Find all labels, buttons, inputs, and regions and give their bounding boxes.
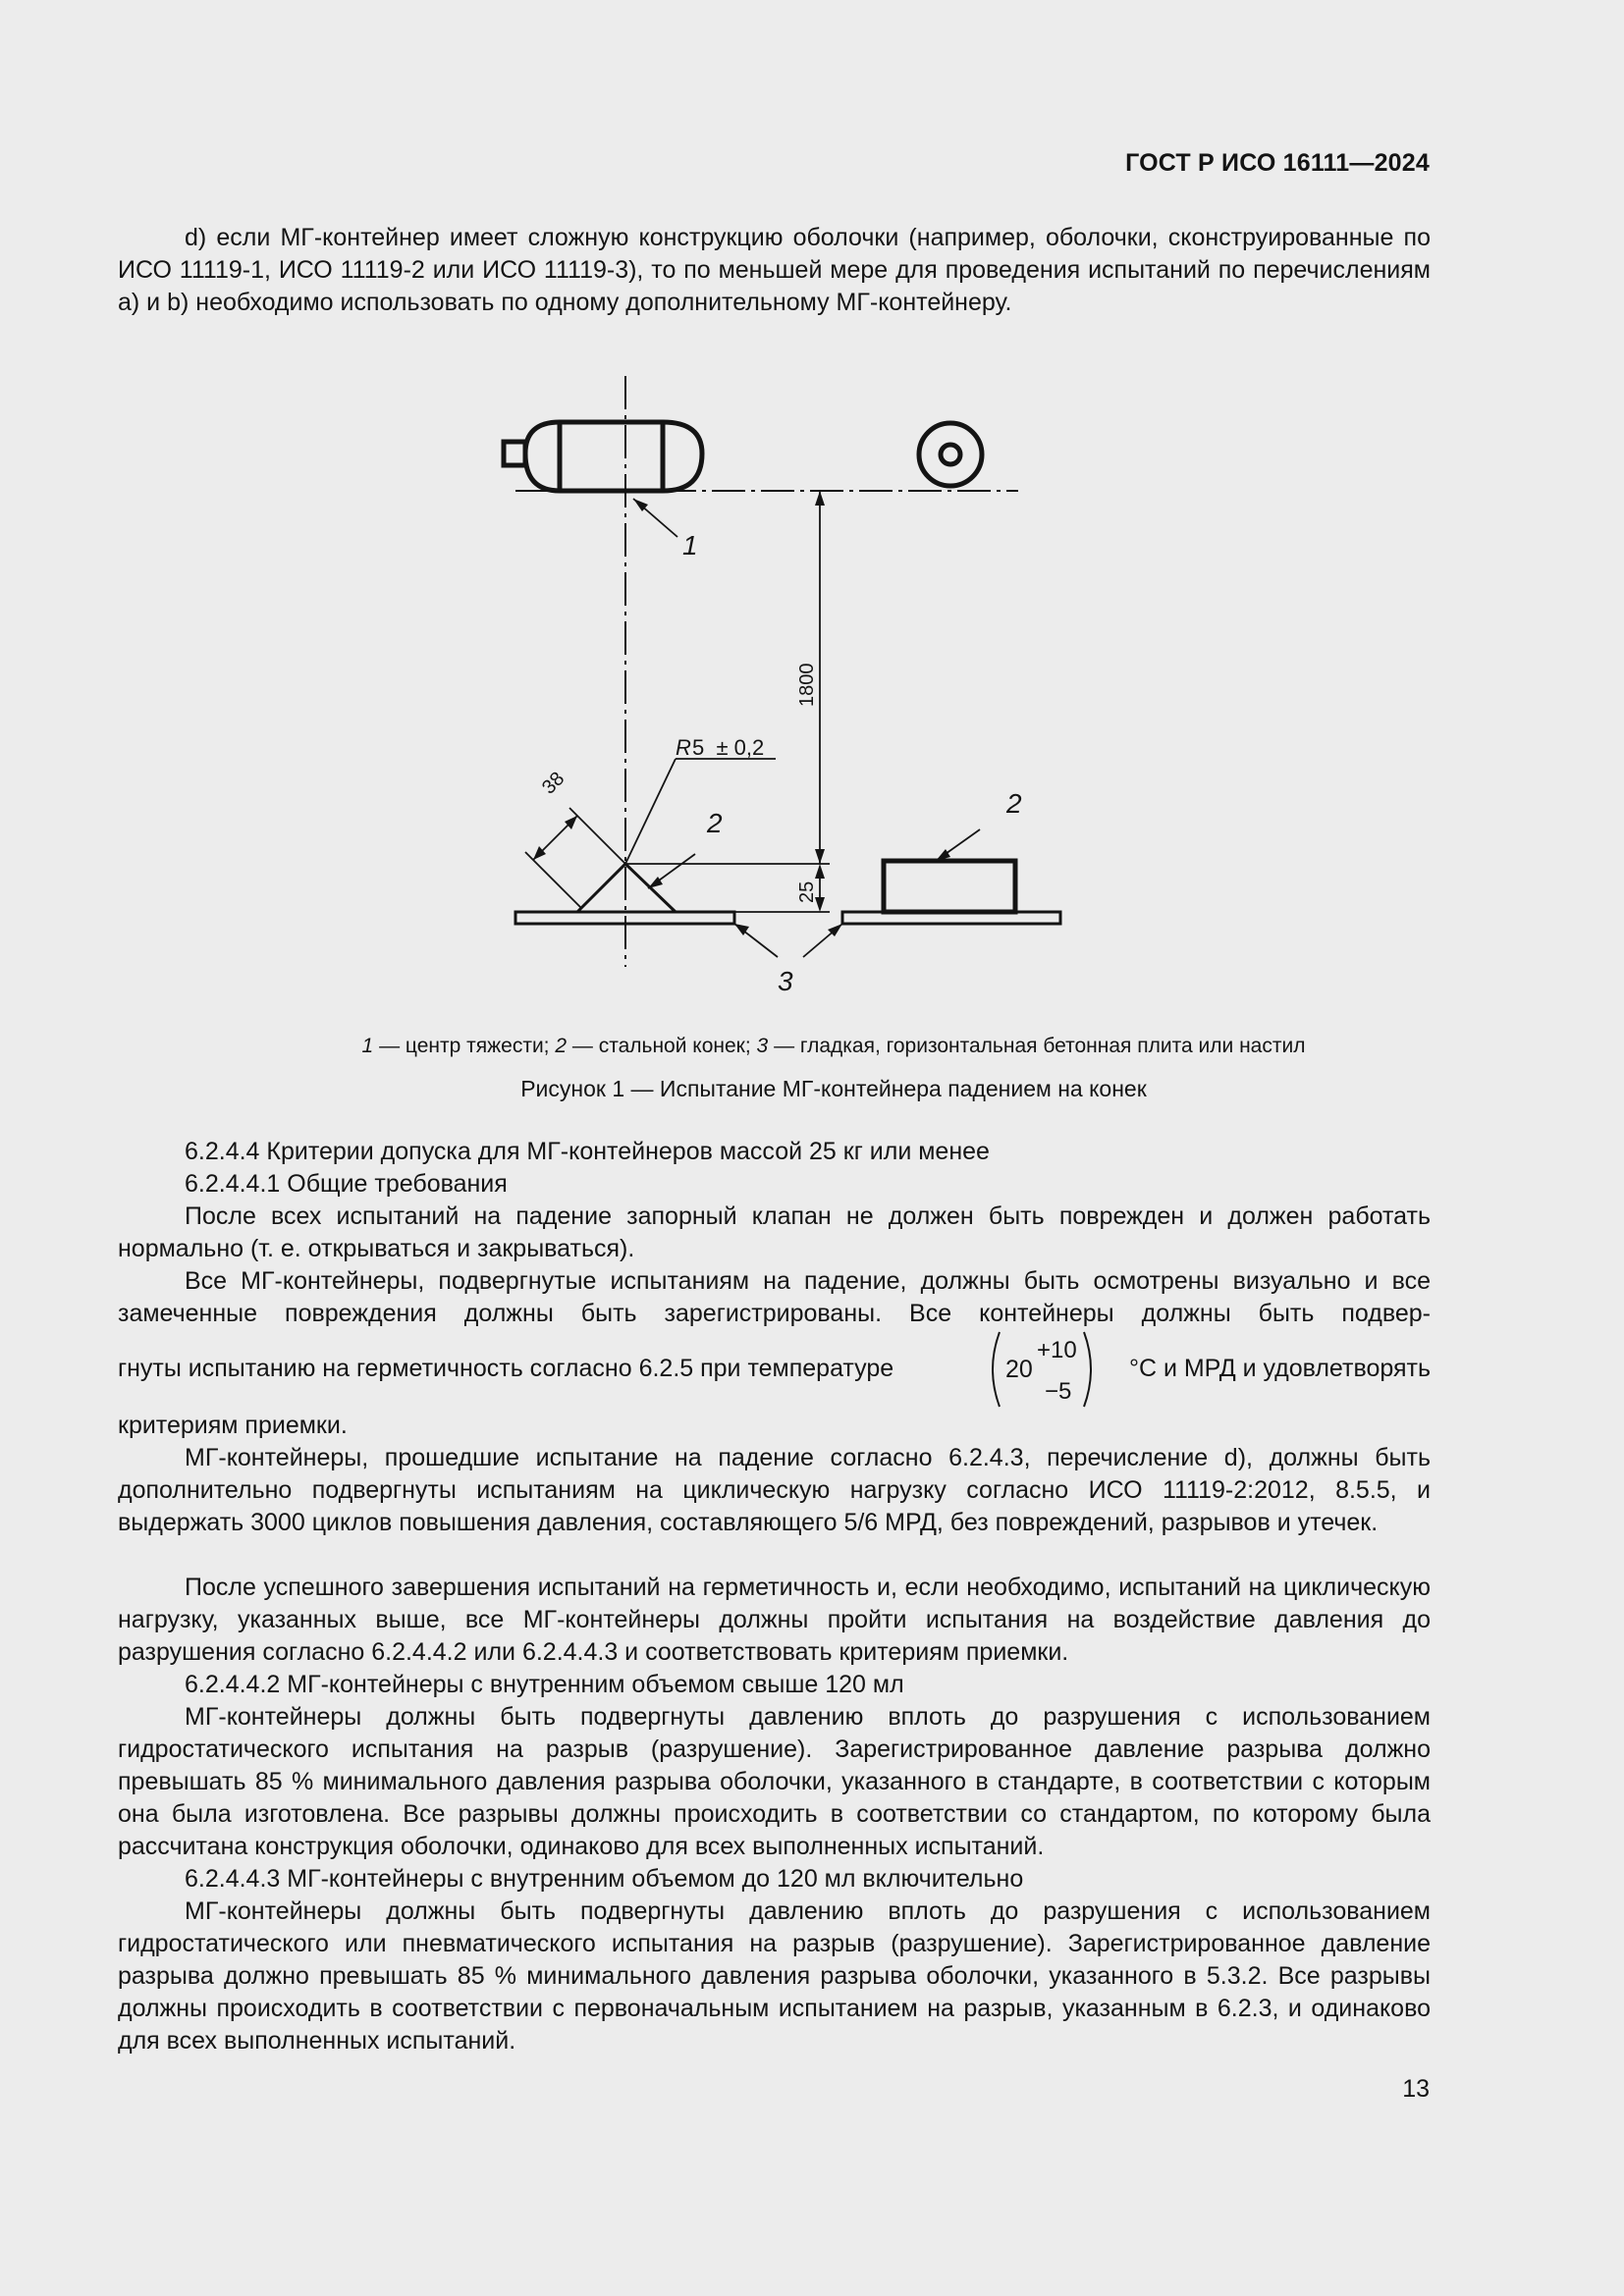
dim-drop-height: 1800 — [796, 663, 818, 707]
legend-item2-num: 2 — [555, 1035, 568, 1057]
dim-width: 38 — [537, 768, 569, 799]
paragraph-acceptance-end: критериям приемки. — [118, 1412, 348, 1439]
section-6244-title: 6.2.4.4 Критерии допуска для МГ-контейнеров массой 25 кг или менее — [185, 1138, 990, 1165]
figure-drop-test-diagram — [491, 368, 1080, 1006]
temperature-lower: −5 — [1045, 1378, 1072, 1405]
paragraph-hydrostatic-burst: МГ-контейнеры должны быть подвергнуты давлению вплоть до разрушения с использованием гидростатического испытания на разрыв (разрушение). Зарегистрированное давление разрыва должно превышать 85 % минимального давления разрыва оболочки, указанного в стандарте, в соответствии с которым она была изготовлена. Все разрывы должны происходить в соответствии со стандартом, по которому была рассчитана конструкция оболочки, одинаково для всех выполненных испытаний. — [118, 1703, 1431, 1860]
section-62441-title: 6.2.4.4.1 Общие требования — [185, 1170, 508, 1198]
page-header: ГОСТ Р ИСО 16111—2024 — [1125, 149, 1430, 177]
figure-caption: Рисунок 1 — Испытание МГ-контейнера падением на конек — [520, 1076, 1147, 1101]
paragraph-cyclic-load: МГ-контейнеры, прошедшие испытание на падение согласно 6.2.4.3, перечисление d), должны быть дополнительно подвергнуты испытаниям на циклическую нагрузку согласно ИСО 11119-2:2012, 8.5.5, и выдержать 3000 циклов повышения давления, составляющего 5/6 МРД, без повреждений, разрывов и утечек. — [118, 1444, 1431, 1536]
temperature-line-lead: гнуты испытанию на герметичность согласно 6.2.5 при температуре — [118, 1355, 894, 1382]
radius-value: 5 ± 0,2 — [692, 735, 765, 760]
legend-item3-num: 3 — [756, 1035, 769, 1057]
dim-height: 25 — [796, 881, 818, 903]
intro-paragraph: d) если МГ-контейнер имеет сложную конструкцию оболочки (например, оболочки, сконструированные по ИСО 11119-1, ИСО 11119-2 или ИСО 11119-3), то по меньшей мере для проведения испытаний по перечислениям a) и b) необходимо использовать по одному дополнительному МГ-контейнеру. — [118, 224, 1431, 316]
temperature-upper: +10 — [1037, 1337, 1077, 1363]
radius-letter: R — [676, 735, 691, 760]
section-62443-title: 6.2.4.4.3 МГ-контейнеры с внутренним объемом до 120 мл включительно — [185, 1865, 1024, 1893]
label-slab: 3 — [778, 966, 793, 996]
page-number: 13 — [1402, 2075, 1430, 2103]
label-anvil-left: 2 — [707, 808, 723, 838]
temperature-tolerance — [984, 1330, 1141, 1409]
figure-legend — [0, 1035, 1624, 1058]
temperature-base: 20 — [1005, 1356, 1033, 1383]
legend-item1-text: — центр тяжести; — [373, 1035, 556, 1057]
paragraph-burst-required: После успешного завершения испытаний на герметичность и, если необходимо, испытаний на циклическую нагрузку, указанных выше, все МГ-контейнеры должны пройти испытания на воздействие давления до разрушения согласно 6.2.4.4.2 или 6.2.4.4.3 и соответствовать критериям приемки. — [118, 1574, 1431, 1666]
paragraph-valve: После всех испытаний на падение запорный клапан не должен быть поврежден и должен работать нормально (т. е. открываться и закрываться). — [118, 1202, 1431, 1262]
section-62442-title: 6.2.4.4.2 МГ-контейнеры с внутренним объемом свыше 120 мл — [185, 1671, 904, 1698]
temperature-line-after: °С и МРД и удовлетворять — [1128, 1355, 1431, 1382]
paragraph-pneumatic-burst: МГ-контейнеры должны быть подвергнуты давлению вплоть до разрушения с использованием гидростатического или пневматического испытания на разрыв (разрушение). Зарегистрированное давление разрыва должно превышать 85 % минимального давления разрыва оболочки, указанного в 5.3.2. Все разрывы должны происходить в соответствии с первоначальным испытанием на разрыв, указанным в 6.2.3, и одинаково для всех выполненных испытаний. — [118, 1897, 1431, 2055]
legend-item1-num: 1 — [361, 1035, 374, 1057]
legend-item2-text: — стальной конек; — [567, 1035, 757, 1057]
label-center: 1 — [682, 530, 698, 561]
paragraph-inspection-head: Все МГ-контейнеры, подвергнутые испытаниям на падение, должны быть осмотрены визуально и все замеченные повреждения должны быть зарегистрированы. Все контейнеры должны быть подвер- — [118, 1267, 1431, 1327]
temperature-formula-line — [118, 1330, 1431, 1409]
label-anvil-right: 2 — [1006, 788, 1022, 819]
legend-item3-text: — гладкая, горизонтальная бетонная плита или настил — [768, 1035, 1306, 1057]
